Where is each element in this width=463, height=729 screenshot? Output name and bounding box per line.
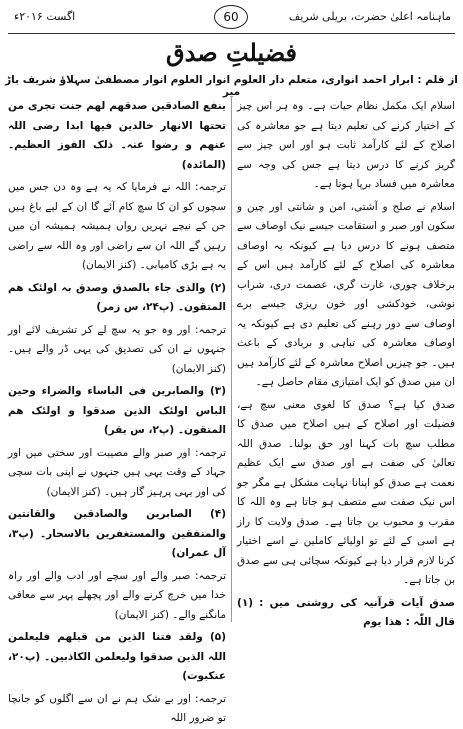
page-number: 60 xyxy=(214,5,248,29)
article-author: از قلم : ابرار احمد انواری، متعلم دار العلوم انوار العلوم انوار مصطفیٰ سہلاؤ شریف باڑ میر xyxy=(5,74,458,98)
quran-verse: (۲) والذی جاء بالصدق وصدق بہ اولئک ھم المتقون۔ (پ۲۴، س زمر) xyxy=(8,281,226,313)
section-heading-line xyxy=(237,594,455,633)
quran-verse: (۴) الصابرین والصادقین والقانتین والمنفقین والمستغفرین بالاسحار۔ (پ۳، آل عمران) xyxy=(8,508,226,559)
article-title: فضیلتِ صدق xyxy=(166,38,297,67)
quran-verse: ینفع الصادقین صدقھم لھم جنت تجری من تحتھا الانھار خالدین فیھا ابدا رضی اللہ عنھم و رضوا عنہ۔ ذلک الفوز العظیم۔ (المائدہ) xyxy=(8,100,226,171)
paragraph: صدق کیا ہے؟ صدق کا لغوی معنی سچ ہے، فضیلت اور اصلاح کے ہیں اصلاح میں صدق کا مطلب سچ بات کہنا اور حق بولنا۔ صدق اللہ تعالیٰ کی صفت ہے اور صدق سے ایک عظیم نعمت ہے صدق کو اپنانا نہایت مشکل ہے مگر جو اس نیک صفت سے متصف ہو جاتا ہے وہ اللہ کا مقرب و محبوب بن جاتا ہے۔ صدق ولایت کا راز ہے اسی کے لئے تو اولیائے کاملین نے اسے اختیار کرنا لازم قرار دیا ہے کیونکہ سچائی ہی سے صدق بن جاتا ہے۔ xyxy=(237,398,455,586)
paragraph: اسلام نے صلح و آشتی، امن و شانتی اور چین و سکون اور صبر و استقامت جیسے نیک اوصاف سے متصف ہونے کا درس دیا ہے کیونکہ یہ اوصاف معاشرہ کی اصلاح کے لئے کارآمد ہیں اس کے برخلاف چوری، غارت گری، عصمت دری، شراب نوشی، خودکشی اور خون ریزی جیسے برے اوصاف سے دور رہنے کی تعلیم دی ہے کیونکہ یہ اوصاف معاشرہ کی تباہی و بربادی کے باعث ہیں۔ جو چیزیں اصلاح معاشرہ کے لئے کارآمد ہیں ان میں صدق کو ایک امتیازی مقام حاصل ہے۔ xyxy=(237,200,455,388)
quran-verse: (۵) ولقد فتنا الذین من قبلھم فلیعلمن اللہ الذین صدقوا ولیعلمن الکاذبین۔ (پ۲۰، عنکبوت) xyxy=(8,631,226,682)
quran-verse: (۳) والصابرین فی الباساء والضراء وحین الباس اولئک الذین صدقوا و اولئک ھم المتقون۔ (پ۲، س بقر) xyxy=(8,385,226,436)
issue-date: اگست ۲۰۱۶ء xyxy=(14,10,76,23)
column-divider xyxy=(231,97,232,622)
magazine-name: ماہنامہ اعلیٰ حضرت، بریلی شریف xyxy=(288,10,451,23)
quran-verse: (۱) قال اللّٰہ : ھذا یوم xyxy=(237,596,455,628)
header-divider xyxy=(8,33,455,34)
translation: ترجمہ: اور وہ جو یہ سچ لے کر تشریف لائے اور جنہوں نے ان کی تصدیق کی یہی ڈر والے ہیں۔ (کنز الایمان) xyxy=(8,323,226,375)
paragraph: اسلام ایک مکمل نظام حیات ہے۔ وہ ہر اس چیز کے اختیار کرنے کی تعلیم دیتا ہے جو معاشرہ کی اصلاح کے لئے کارآمد ثابت ہو اور اس چیز سے گریز کرنے کا درس دیتا ہے جس کی وجہ سے معاشرہ میں فساد برپا ہوتا ہے۔ xyxy=(237,100,455,190)
section-heading: صدق آیات قرآنیہ کی روشنی میں : xyxy=(259,596,455,609)
translation: ترجمہ: صبر والے اور سچے اور ادب والے اور راہ خدا میں خرچ کرنے والے اور پچھلے پہر سے معافی مانگنے والے۔ (کنز الایمان) xyxy=(8,569,226,621)
left-column xyxy=(8,97,226,724)
translation: ترجمہ: اور صبر والے مصیبت اور سختی میں اور جہاد کے وقت یہی ہیں جنہوں نے اپنی بات سچی کی اور یہی پرہیز گار ہیں۔ (کنز الایمان) xyxy=(8,446,226,498)
translation: ترجمہ: اللہ نے فرمایا کہ یہ ہے وہ دن جس میں سچوں کو ان کا سچ کام آئے گا ان کے لیے باغ ہیں جن کے نیچے نہریں رواں ہمیشہ ہمیشہ ان میں رہیں گے اللہ ان سے راضی اور وہ اللہ سے راضی یہ ہے بڑی کامیابی۔ (کنز الایمان) xyxy=(8,181,226,271)
translation: ترجمہ: اور بے شک ہم نے ان سے اگلوں کو جانچا تو ضرور اللہ xyxy=(8,692,226,724)
right-column xyxy=(237,97,455,628)
